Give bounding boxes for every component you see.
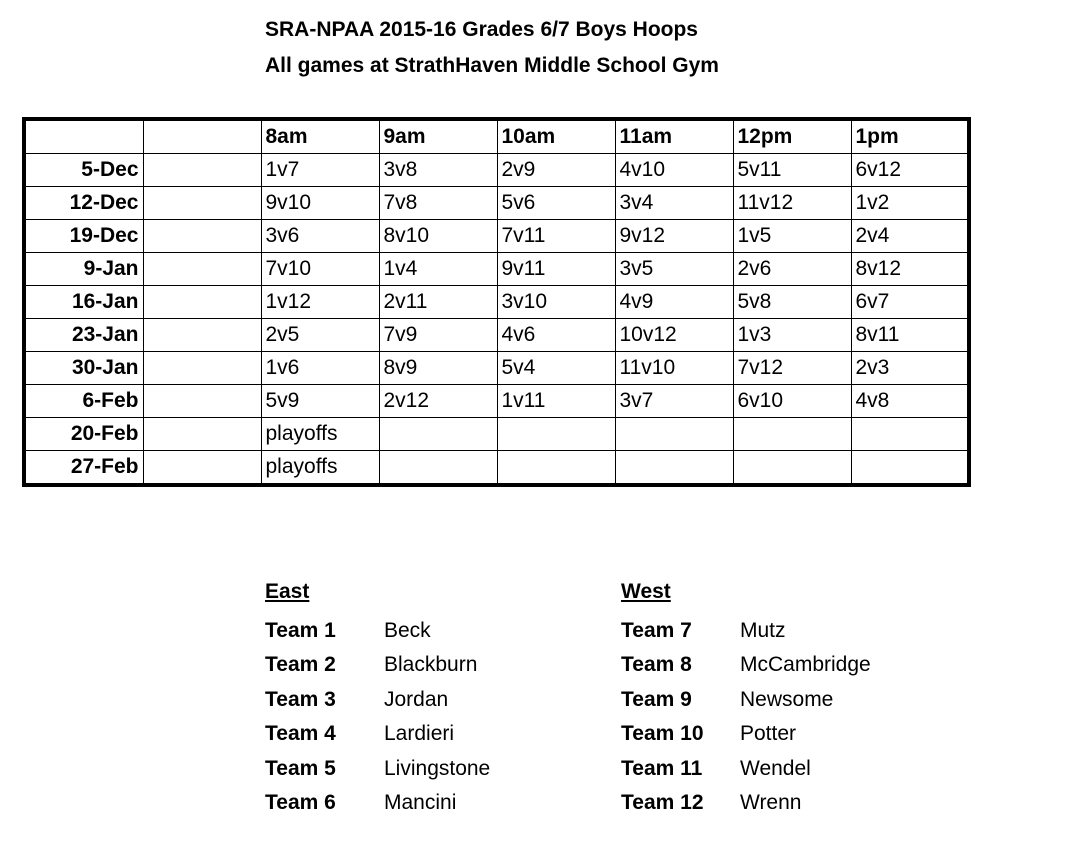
schedule-row	[24, 187, 969, 220]
team-number: Team 2	[265, 653, 336, 677]
team-row	[265, 683, 490, 717]
blank-cell	[143, 154, 261, 187]
team-row	[265, 752, 490, 786]
team-row	[265, 786, 490, 820]
team-row	[621, 786, 871, 820]
header-row	[24, 119, 969, 154]
coach-name: Blackburn	[384, 653, 478, 677]
schedule-table	[22, 117, 971, 487]
date-cell: 19-Dec	[24, 220, 143, 253]
game-cell	[733, 418, 851, 451]
game-cell: 7v12	[733, 352, 851, 385]
schedule-row	[24, 451, 969, 486]
game-cell: 1v6	[261, 352, 379, 385]
team-number: Team 1	[265, 619, 336, 642]
game-cell: 3v8	[379, 154, 497, 187]
team-number: Team 5	[265, 756, 336, 780]
corner-cell	[24, 119, 143, 154]
schedule-row	[24, 385, 969, 418]
blank-cell	[143, 220, 261, 253]
time-header: 1pm	[851, 119, 969, 154]
game-cell: 2v4	[851, 220, 969, 253]
team-row	[621, 648, 871, 682]
game-cell: 10v12	[615, 319, 733, 352]
date-cell: 5-Dec	[24, 154, 143, 187]
time-header: 11am	[615, 119, 733, 154]
team-number: Team 6	[265, 790, 336, 814]
game-cell: 11v10	[615, 352, 733, 385]
team-row	[621, 717, 871, 751]
game-cell: 1v7	[261, 154, 379, 187]
blank-cell	[143, 187, 261, 220]
team-number: Team 9	[621, 687, 692, 711]
schedule-row	[24, 418, 969, 451]
time-header: 12pm	[733, 119, 851, 154]
coach-name: Mutz	[740, 619, 786, 642]
date-cell: 16-Jan	[24, 286, 143, 319]
game-cell: 1v4	[379, 253, 497, 286]
east-conference	[265, 580, 490, 820]
game-cell: 5v8	[733, 286, 851, 319]
game-cell: 9v11	[497, 253, 615, 286]
coach-name: McCambridge	[740, 653, 871, 677]
team-row	[265, 648, 490, 682]
game-cell: 3v4	[615, 187, 733, 220]
schedule-row	[24, 253, 969, 286]
blank-cell	[143, 451, 261, 486]
game-cell: 1v12	[261, 286, 379, 319]
blank-cell	[143, 385, 261, 418]
west-header: West	[621, 580, 671, 603]
blank-cell	[143, 286, 261, 319]
game-cell: 6v12	[851, 154, 969, 187]
blank-cell	[143, 253, 261, 286]
west-conference	[621, 580, 871, 820]
team-row	[621, 683, 871, 717]
game-cell: 3v5	[615, 253, 733, 286]
game-cell: 4v10	[615, 154, 733, 187]
team-row	[265, 717, 490, 751]
game-cell: 5v6	[497, 187, 615, 220]
coach-name: Lardieri	[384, 722, 455, 746]
date-cell: 12-Dec	[24, 187, 143, 220]
blank-cell	[143, 319, 261, 352]
game-cell: 2v6	[733, 253, 851, 286]
game-cell: 1v3	[733, 319, 851, 352]
game-cell: 2v9	[497, 154, 615, 187]
game-cell	[615, 418, 733, 451]
game-cell	[379, 418, 497, 451]
game-cell: 4v6	[497, 319, 615, 352]
game-cell: 6v7	[851, 286, 969, 319]
date-cell: 23-Jan	[24, 319, 143, 352]
team-row	[265, 614, 490, 648]
blank-cell	[143, 352, 261, 385]
date-cell: 9-Jan	[24, 253, 143, 286]
team-number: Team 7	[621, 619, 692, 642]
team-row	[621, 614, 871, 648]
game-cell: 4v9	[615, 286, 733, 319]
schedule-row	[24, 352, 969, 385]
team-number: Team 4	[265, 722, 336, 746]
game-cell: 3v10	[497, 286, 615, 319]
schedule-row	[24, 220, 969, 253]
game-cell: playoffs	[261, 418, 379, 451]
game-cell: 5v4	[497, 352, 615, 385]
game-cell: 2v11	[379, 286, 497, 319]
game-cell: 3v6	[261, 220, 379, 253]
coach-name: Wendel	[740, 756, 811, 780]
team-number: Team 10	[621, 722, 704, 746]
title-line-2: All games at StrathHaven Middle School Gym	[265, 54, 719, 77]
game-cell: 8v11	[851, 319, 969, 352]
team-row	[621, 752, 871, 786]
team-number: Team 11	[621, 756, 703, 780]
game-cell: 8v9	[379, 352, 497, 385]
game-cell	[733, 451, 851, 486]
game-cell: 5v9	[261, 385, 379, 418]
coach-name: Jordan	[384, 687, 449, 711]
game-cell	[379, 451, 497, 486]
game-cell: 7v8	[379, 187, 497, 220]
blank-cell	[143, 418, 261, 451]
game-cell: playoffs	[261, 451, 379, 486]
title-line-1: SRA-NPAA 2015-16 Grades 6/7 Boys Hoops	[265, 18, 698, 41]
date-cell: 27-Feb	[24, 451, 143, 486]
game-cell	[615, 451, 733, 486]
east-header: East	[265, 580, 310, 603]
coach-name: Wrenn	[740, 790, 802, 814]
game-cell: 8v12	[851, 253, 969, 286]
game-cell	[851, 418, 969, 451]
game-cell: 5v11	[733, 154, 851, 187]
team-number: Team 8	[621, 653, 692, 677]
game-cell: 7v11	[497, 220, 615, 253]
blank-cell	[143, 119, 261, 154]
coach-name: Beck	[384, 619, 431, 642]
team-number: Team 12	[621, 790, 704, 814]
game-cell: 9v12	[615, 220, 733, 253]
game-cell: 1v5	[733, 220, 851, 253]
game-cell: 1v11	[497, 385, 615, 418]
team-number: Team 3	[265, 687, 336, 711]
game-cell: 2v12	[379, 385, 497, 418]
game-cell: 11v12	[733, 187, 851, 220]
game-cell: 9v10	[261, 187, 379, 220]
date-cell: 30-Jan	[24, 352, 143, 385]
game-cell: 8v10	[379, 220, 497, 253]
time-header: 9am	[379, 119, 497, 154]
time-header: 8am	[261, 119, 379, 154]
game-cell	[497, 418, 615, 451]
coach-name: Mancini	[384, 790, 457, 814]
game-cell	[497, 451, 615, 486]
schedule-row	[24, 286, 969, 319]
game-cell: 2v3	[851, 352, 969, 385]
date-cell: 6-Feb	[24, 385, 143, 418]
schedule-row	[24, 154, 969, 187]
game-cell: 3v7	[615, 385, 733, 418]
game-cell: 2v5	[261, 319, 379, 352]
game-cell: 7v9	[379, 319, 497, 352]
game-cell: 1v2	[851, 187, 969, 220]
coach-name: Potter	[740, 722, 797, 746]
coach-name: Newsome	[740, 687, 834, 711]
game-cell: 6v10	[733, 385, 851, 418]
coach-name: Livingstone	[384, 756, 491, 780]
game-cell: 4v8	[851, 385, 969, 418]
game-cell	[851, 451, 969, 486]
date-cell: 20-Feb	[24, 418, 143, 451]
schedule-row	[24, 319, 969, 352]
time-header: 10am	[497, 119, 615, 154]
game-cell: 7v10	[261, 253, 379, 286]
